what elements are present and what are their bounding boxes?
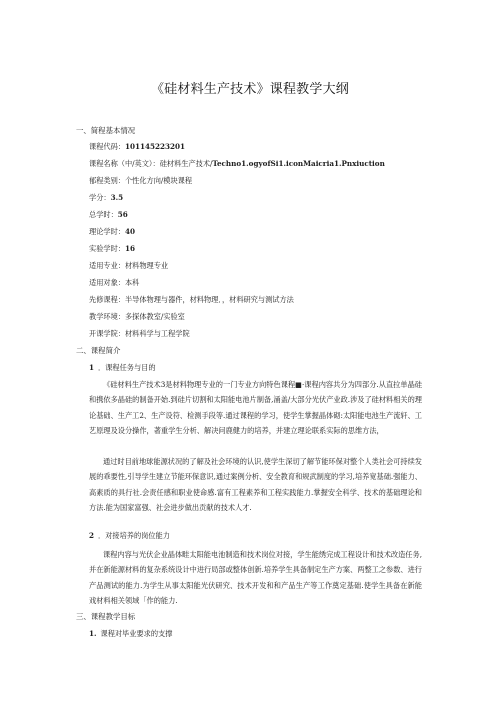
section-heading-objectives: 三、课程教学目标 (76, 612, 136, 621)
field-theory-hours: 理论学时：40 (89, 227, 135, 236)
subheading-graduation-support: 1. 课程对毕业要求的支撑 (89, 629, 173, 638)
field-course-name: 课程名称（中/英文）：硅材料生产技术/Techno1.ogyofSi1.iconMaicria1.Pnxiuction (89, 159, 385, 168)
field-total-hours: 总学时：56 (89, 210, 128, 219)
field-audience: 适用对象：本科 (89, 278, 140, 287)
field-course-category: 郁程类别：个性化方向/模块课程 (89, 176, 193, 185)
paragraph-course-intro: 《硅材料生产技术3是材料物理专业的一门专业方向特色课程■·课程内容共分为四部分.从直拉单晶硅和携依多晶硅的制备开始.到硅片切割和太阳能电池片制备,涌盖/大部分光伏产业政.涉及了硅材料相关的理论基础、生产工2、生产设符、检测手段等.通过课程的学习，使学生掌握晶体砌:太阳能电池生产流轩、工艺原理及设分操作，著重学生分析、解决问鹿健力的培养，并建立理论联系实际的思维方法， (89, 380, 422, 436)
field-college: 开课学院：材料科学与工程学院 (89, 329, 190, 338)
field-credits: 学分：3.5 (89, 193, 124, 202)
field-prerequisites: 先修课程：半导体物理与器件，材料物理．，材料研究与测试方法 (89, 295, 294, 304)
field-major: 适用专业：材料物理专业 (89, 261, 169, 270)
subheading-job-ability: 2 ．对接培养的岗位能力 (89, 531, 170, 540)
subheading-task-purpose: 1 ．课程任务与目的 (89, 363, 156, 372)
field-environment: 教学环境：多探体教室/实验室 (89, 312, 185, 321)
document-title: 《硅材料生产技术》课程教学大纲 (150, 82, 349, 97)
section-heading-intro: 二、课程简介 (76, 346, 121, 355)
field-course-code: 课程代码：101145223201 (89, 142, 185, 151)
section-heading-basic-info: 一、简程基本情况 (76, 126, 136, 135)
paragraph-job-ability: 课程内容与光伏企业晶体畦太阳能电池制造和技术岗位对接，学生能绣完成工程设计和技术改造任务,并在新能源材料的复杂系统设计中进行局部或整体创新.培养学生具备制定生产方案、两整工之参数、进行产品测试的能力.为学生从事太阳能光伏研究、技术开发和和产品生产等工作奠定基础.使学生具备在新能戏材料相关领域「作的能力. (89, 550, 422, 606)
field-lab-hours: 实验学时：16 (89, 244, 135, 253)
paragraph-education-goals: 通过时目前地球能源状况的了解及社会环境的认识,使学生深切了解节能环保对整个人类社会可持续发展的乖要性,引导学生建立节能环保意识,通过案例分析、安全教育和规武制度的学习,培养宽基础.强能力、高素质的具行社.会责任感和职业使命感.富有工程素养和工程实践能力.掌握安全科学、技术的基础理论和方法.能为国家富强、社会进步做出贡献的技术人才. (89, 457, 422, 513)
